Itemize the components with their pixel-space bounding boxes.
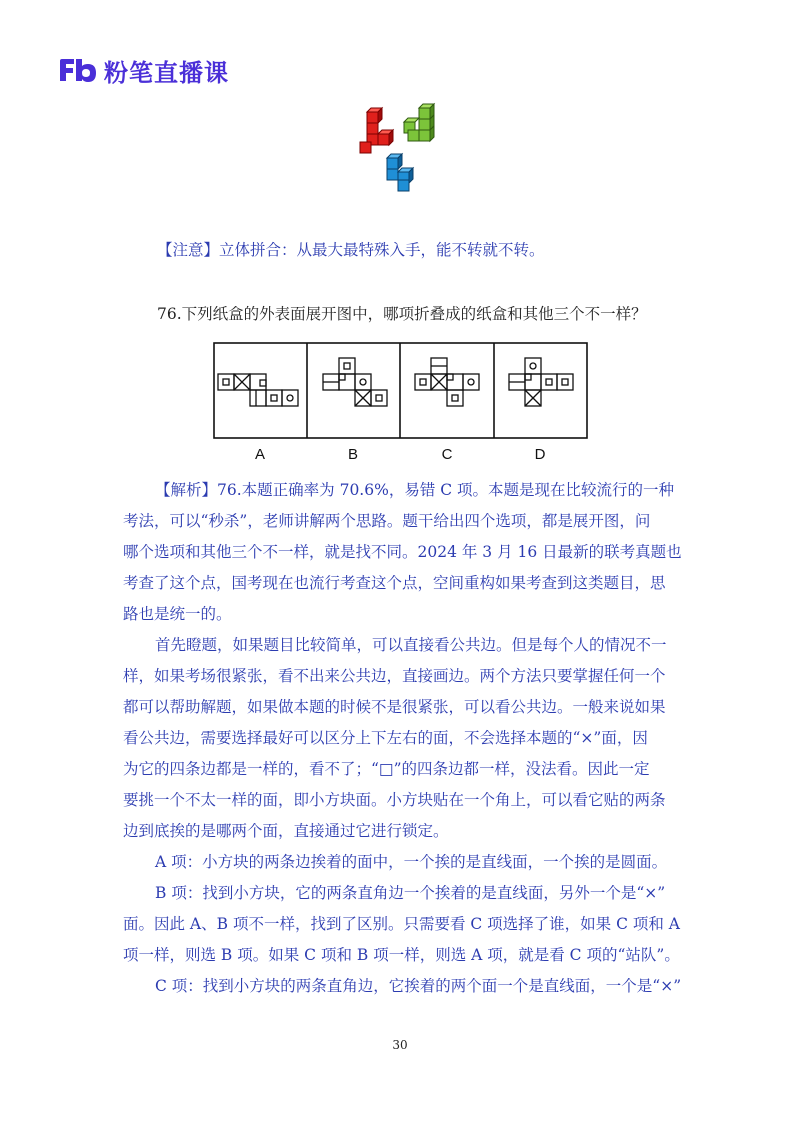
analysis-line: 哪个选项和其他三个不一样，就是找不同。2024 年 3 月 16 日最新的联考真题也 — [123, 543, 682, 561]
cube-net-options-figure — [213, 342, 588, 462]
analysis-line: 考法，可以“秒杀”，老师讲解两个思路。题干给出四个选项，都是展开图，问 — [123, 512, 651, 530]
brand-logo — [58, 55, 229, 85]
analysis-line: 样，如果考场很紧张，看不出来公共边，直接画边。两个方法只要掌握任何一个 — [123, 667, 666, 685]
net-option-a — [218, 374, 298, 406]
analysis-line: 边到底挨的是哪两个面，直接通过它进行锁定。 — [123, 822, 449, 840]
analysis-line: 看公共边，需要选择最好可以区分上下左右的面，不会选择本题的“×”面，因 — [123, 729, 648, 747]
fb-logo-icon — [58, 57, 98, 83]
red-cube-piece — [360, 108, 393, 153]
analysis-line: B 项：找到小方块，它的两条直角边一个挨着的是直线面，另外一个是“×” — [155, 884, 666, 902]
cube-pieces-illustration — [355, 100, 445, 192]
analysis-paragraph-1 — [123, 475, 683, 630]
analysis-paragraph-2 — [123, 630, 683, 847]
analysis-paragraph-5 — [123, 971, 683, 1002]
analysis-line: 项一样，则选 B 项。如果 C 项和 B 项一样，则选 A 项，就是看 C 项的“站队”。 — [123, 946, 680, 964]
analysis-line: A 项：小方块的两条边挨着的面中，一个挨的是直线面，一个挨的是圆面。 — [155, 853, 668, 871]
analysis-line: 【解析】76.本题正确率为 70.6%，易错 C 项。本题是现在比较流行的一种 — [155, 481, 675, 499]
analysis-line: C 项：找到小方块的两条直角边，它挨着的两个面一个是直线面，一个是“×” — [155, 977, 682, 995]
analysis-line: 都可以帮助解题，如果做本题的时候不是很紧张，可以看公共边。一般来说如果 — [123, 698, 666, 716]
analysis-line: 路也是统一的。 — [123, 605, 232, 623]
analysis-paragraph-3 — [123, 847, 683, 878]
analysis-line: 为它的四条边都是一样的，看不了；“□”的四条边都一样，没法看。因此一定 — [123, 760, 650, 778]
analysis-paragraph-4 — [123, 878, 683, 971]
option-label-c: C — [441, 446, 453, 462]
blue-cube-piece — [387, 154, 413, 191]
analysis-line: 首先瞪题，如果题目比较简单，可以直接看公共边。但是每个人的情况不一 — [155, 636, 667, 654]
note-text: 【注意】立体拼合：从最大最特殊入手，能不转就不转。 — [157, 241, 545, 259]
net-option-b — [323, 358, 387, 406]
option-label-b: B — [347, 446, 359, 462]
page-number: 30 — [392, 1038, 408, 1052]
analysis-line: 面。因此 A、B 项不一样，找到了区别。只需要看 C 项选择了谁，如果 C 项和 A — [123, 915, 680, 933]
brand-name: 粉笔直播课 — [104, 58, 229, 87]
green-cube-piece — [404, 104, 434, 141]
option-label-d: D — [534, 446, 546, 462]
question-76: 76.下列纸盒的外表面展开图中，哪项折叠成的纸盒和其他三个不一样？ — [157, 305, 647, 323]
analysis-line: 要挑一个不太一样的面，即小方块面。小方块贴在一个角上，可以看它贴的两条 — [123, 791, 666, 809]
net-option-d — [509, 358, 573, 406]
analysis-line: 考查了这个点，国考现在也流行考查这个点，空间重构如果考查到这类题目，思 — [123, 574, 666, 592]
net-option-c — [415, 358, 479, 406]
option-label-a: A — [254, 446, 266, 462]
